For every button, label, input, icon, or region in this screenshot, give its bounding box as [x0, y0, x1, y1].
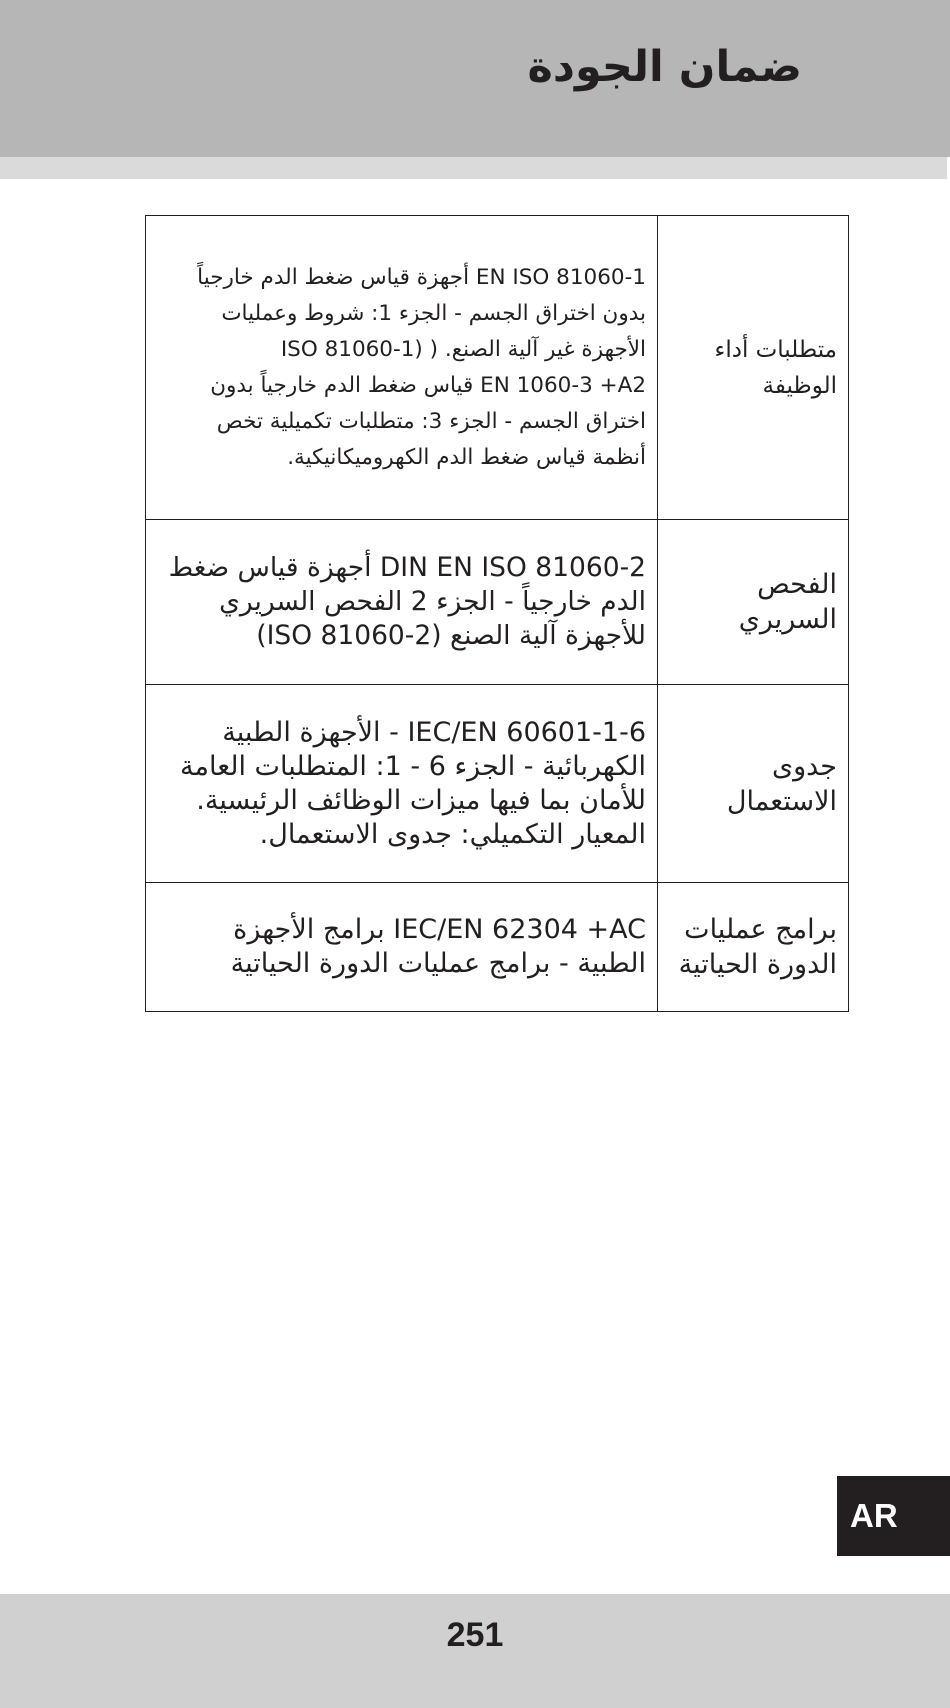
standard-paragraph: EN ISO 81060-1 أجهزة قياس ضغط الدم خارجياً بدون اختراق الجسم - الجزء 1: شروط وعمليات الأجهزة غير آلية الصنع. ( (ISO 81060-1 [197, 264, 646, 362]
row-label-software-lifecycle: برامج عمليات الدورة الحياتية [658, 883, 849, 1012]
page-number: 251 [446, 1616, 504, 1654]
standards-table [145, 215, 849, 1012]
table-row [146, 216, 849, 520]
row-description [146, 520, 658, 685]
standard-paragraph: IEC/EN 60601-1-6 - الأجهزة الطبية الكهربائية - الجزء 6 - 1: المتطلبات العامة للأمان بما فيها ميزات الوظائف الرئيسية. المعيار التكميلي: جدوى الاستعمال. [180, 716, 646, 850]
table-row [146, 883, 849, 1012]
row-label-clinical-test: الفحص السريري [658, 520, 849, 685]
table-row [146, 520, 849, 685]
standard-paragraph: DIN EN ISO 81060-2 أجهزة قياس ضغط الدم خارجياً - الجزء 2 الفحص السريري للأجهزة آلية الصنع (ISO 81060-2) [168, 552, 646, 651]
header-band [0, 0, 950, 157]
standard-paragraph: EN 1060-3 +A2 قياس ضغط الدم خارجياً بدون اختراق الجسم - الجزء 3: متطلبات تكميلية تخص أنظمة قياس ضغط الدم الكهروميكانيكية. [210, 372, 646, 470]
language-badge: AR [837, 1476, 950, 1556]
row-description [146, 883, 658, 1012]
standard-paragraph: IEC/EN 62304 +AC برامج الأجهزة الطبية - برامج عمليات الدورة الحياتية [230, 914, 646, 979]
page-title: ضمان الجودة [527, 42, 802, 92]
table-row [146, 685, 849, 883]
row-description [146, 216, 658, 520]
row-label-usability: جدوى الاستعمال [658, 685, 849, 883]
header-strip [0, 157, 947, 179]
row-description [146, 685, 658, 883]
row-label-functional-performance: متطلبات أداء الوظيفة [658, 216, 849, 520]
